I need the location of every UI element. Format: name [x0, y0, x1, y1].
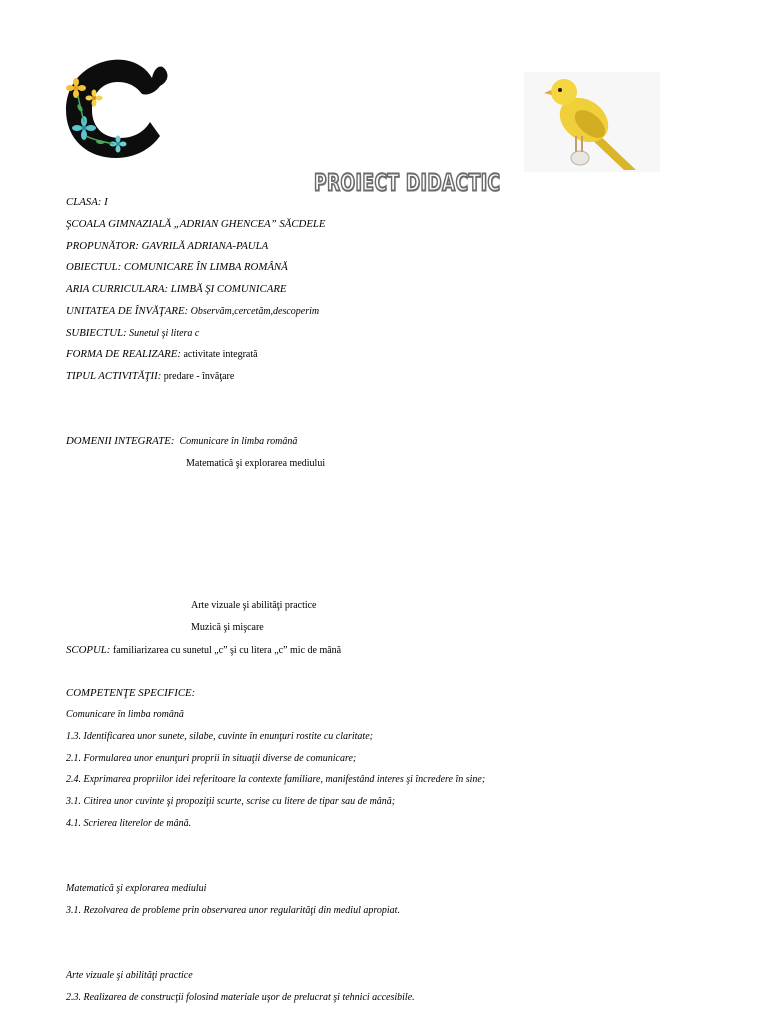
forma-label: FORMA DE REALIZARE: — [66, 348, 181, 360]
domenii-third: Arte vizuale şi abilităţi practice — [191, 600, 317, 611]
list-item: 2.4. Exprimarea propriilor idei referitoare la contexte familiare, manifestând interes şi încredere în sine; — [66, 774, 486, 785]
obiectul-line: OBIECTUL: COMUNICARE ÎN LIMBA ROMÂNĂ — [66, 261, 288, 273]
yellow-canary-icon — [524, 72, 660, 172]
group-title: Comunicare în limba română — [66, 709, 184, 720]
decorated-letter-c-icon — [64, 56, 172, 160]
list-item: 1.3. Identificarea unor sunete, silabe, cuvinte în enunţuri rostite cu claritate; — [66, 731, 373, 742]
tipul-label: TIPUL ACTIVITĂŢII: — [66, 370, 162, 382]
clasa-line: CLASA: I — [66, 196, 108, 208]
list-item: 2.3. Realizarea de construcţii folosind materiale uşor de prelucrat şi tehnici accesibile. — [66, 992, 415, 1003]
propunator-line: PROPUNĂTOR: GAVRILĂ ADRIANA-PAULA — [66, 240, 269, 252]
group-title: Matematică şi explorarea mediului — [66, 883, 207, 894]
scopul-line — [66, 643, 341, 658]
forma-line — [66, 347, 258, 362]
list-item: 2.1. Formularea unor enunţuri proprii în situaţii diverse de comunicare; — [66, 753, 357, 764]
unitatea-label: UNITATEA DE ÎNVĂŢARE: — [66, 305, 189, 317]
unitatea-line — [66, 304, 319, 319]
list-item: 4.1. Scrierea literelor de mână. — [66, 818, 192, 829]
domenii-second: Matematică şi explorarea mediului — [186, 458, 326, 469]
list-item: 3.1. Rezolvarea de probleme prin observarea unor regularităţi din mediul apropiat. — [66, 905, 400, 916]
page-title: PROIECT DIDACTIC — [314, 170, 501, 197]
aria-line: ARIA CURRICULARA: LIMBĂ ŞI COMUNICARE — [66, 283, 287, 295]
scoala-line: ŞCOALA GIMNAZIALĂ „ADRIAN GHENCEA” SĂCDELE — [66, 218, 326, 230]
scopul-value: familiarizarea cu sunetul „c” şi cu litera „c” mic de mână — [110, 645, 342, 656]
list-item: 3.1. Citirea unor cuvinte şi propoziţii scurte, scrise cu litere de tipar sau de mână; — [66, 796, 396, 807]
scopul-label: SCOPUL: — [66, 644, 111, 656]
subiectul-label: SUBIECTUL: — [66, 327, 127, 339]
group-title: Arte vizuale şi abilităţi practice — [66, 970, 193, 981]
competente-heading: COMPETENŢE SPECIFICE: — [66, 687, 196, 699]
domenii-fourth: Muzică şi mişcare — [191, 622, 264, 633]
domenii-first: Comunicare în limba română — [174, 436, 298, 447]
domenii-line — [66, 434, 297, 449]
forma-value: activitate integrată — [180, 349, 258, 360]
unitatea-value: Observăm,cercetăm,descoperim — [188, 306, 320, 317]
subiectul-value: Sunetul şi litera c — [126, 328, 200, 339]
domenii-label: DOMENII INTEGRATE: — [66, 435, 175, 447]
subiectul-line — [66, 326, 199, 341]
tipul-line — [66, 369, 234, 384]
tipul-value: predare - învăţare — [161, 371, 235, 382]
